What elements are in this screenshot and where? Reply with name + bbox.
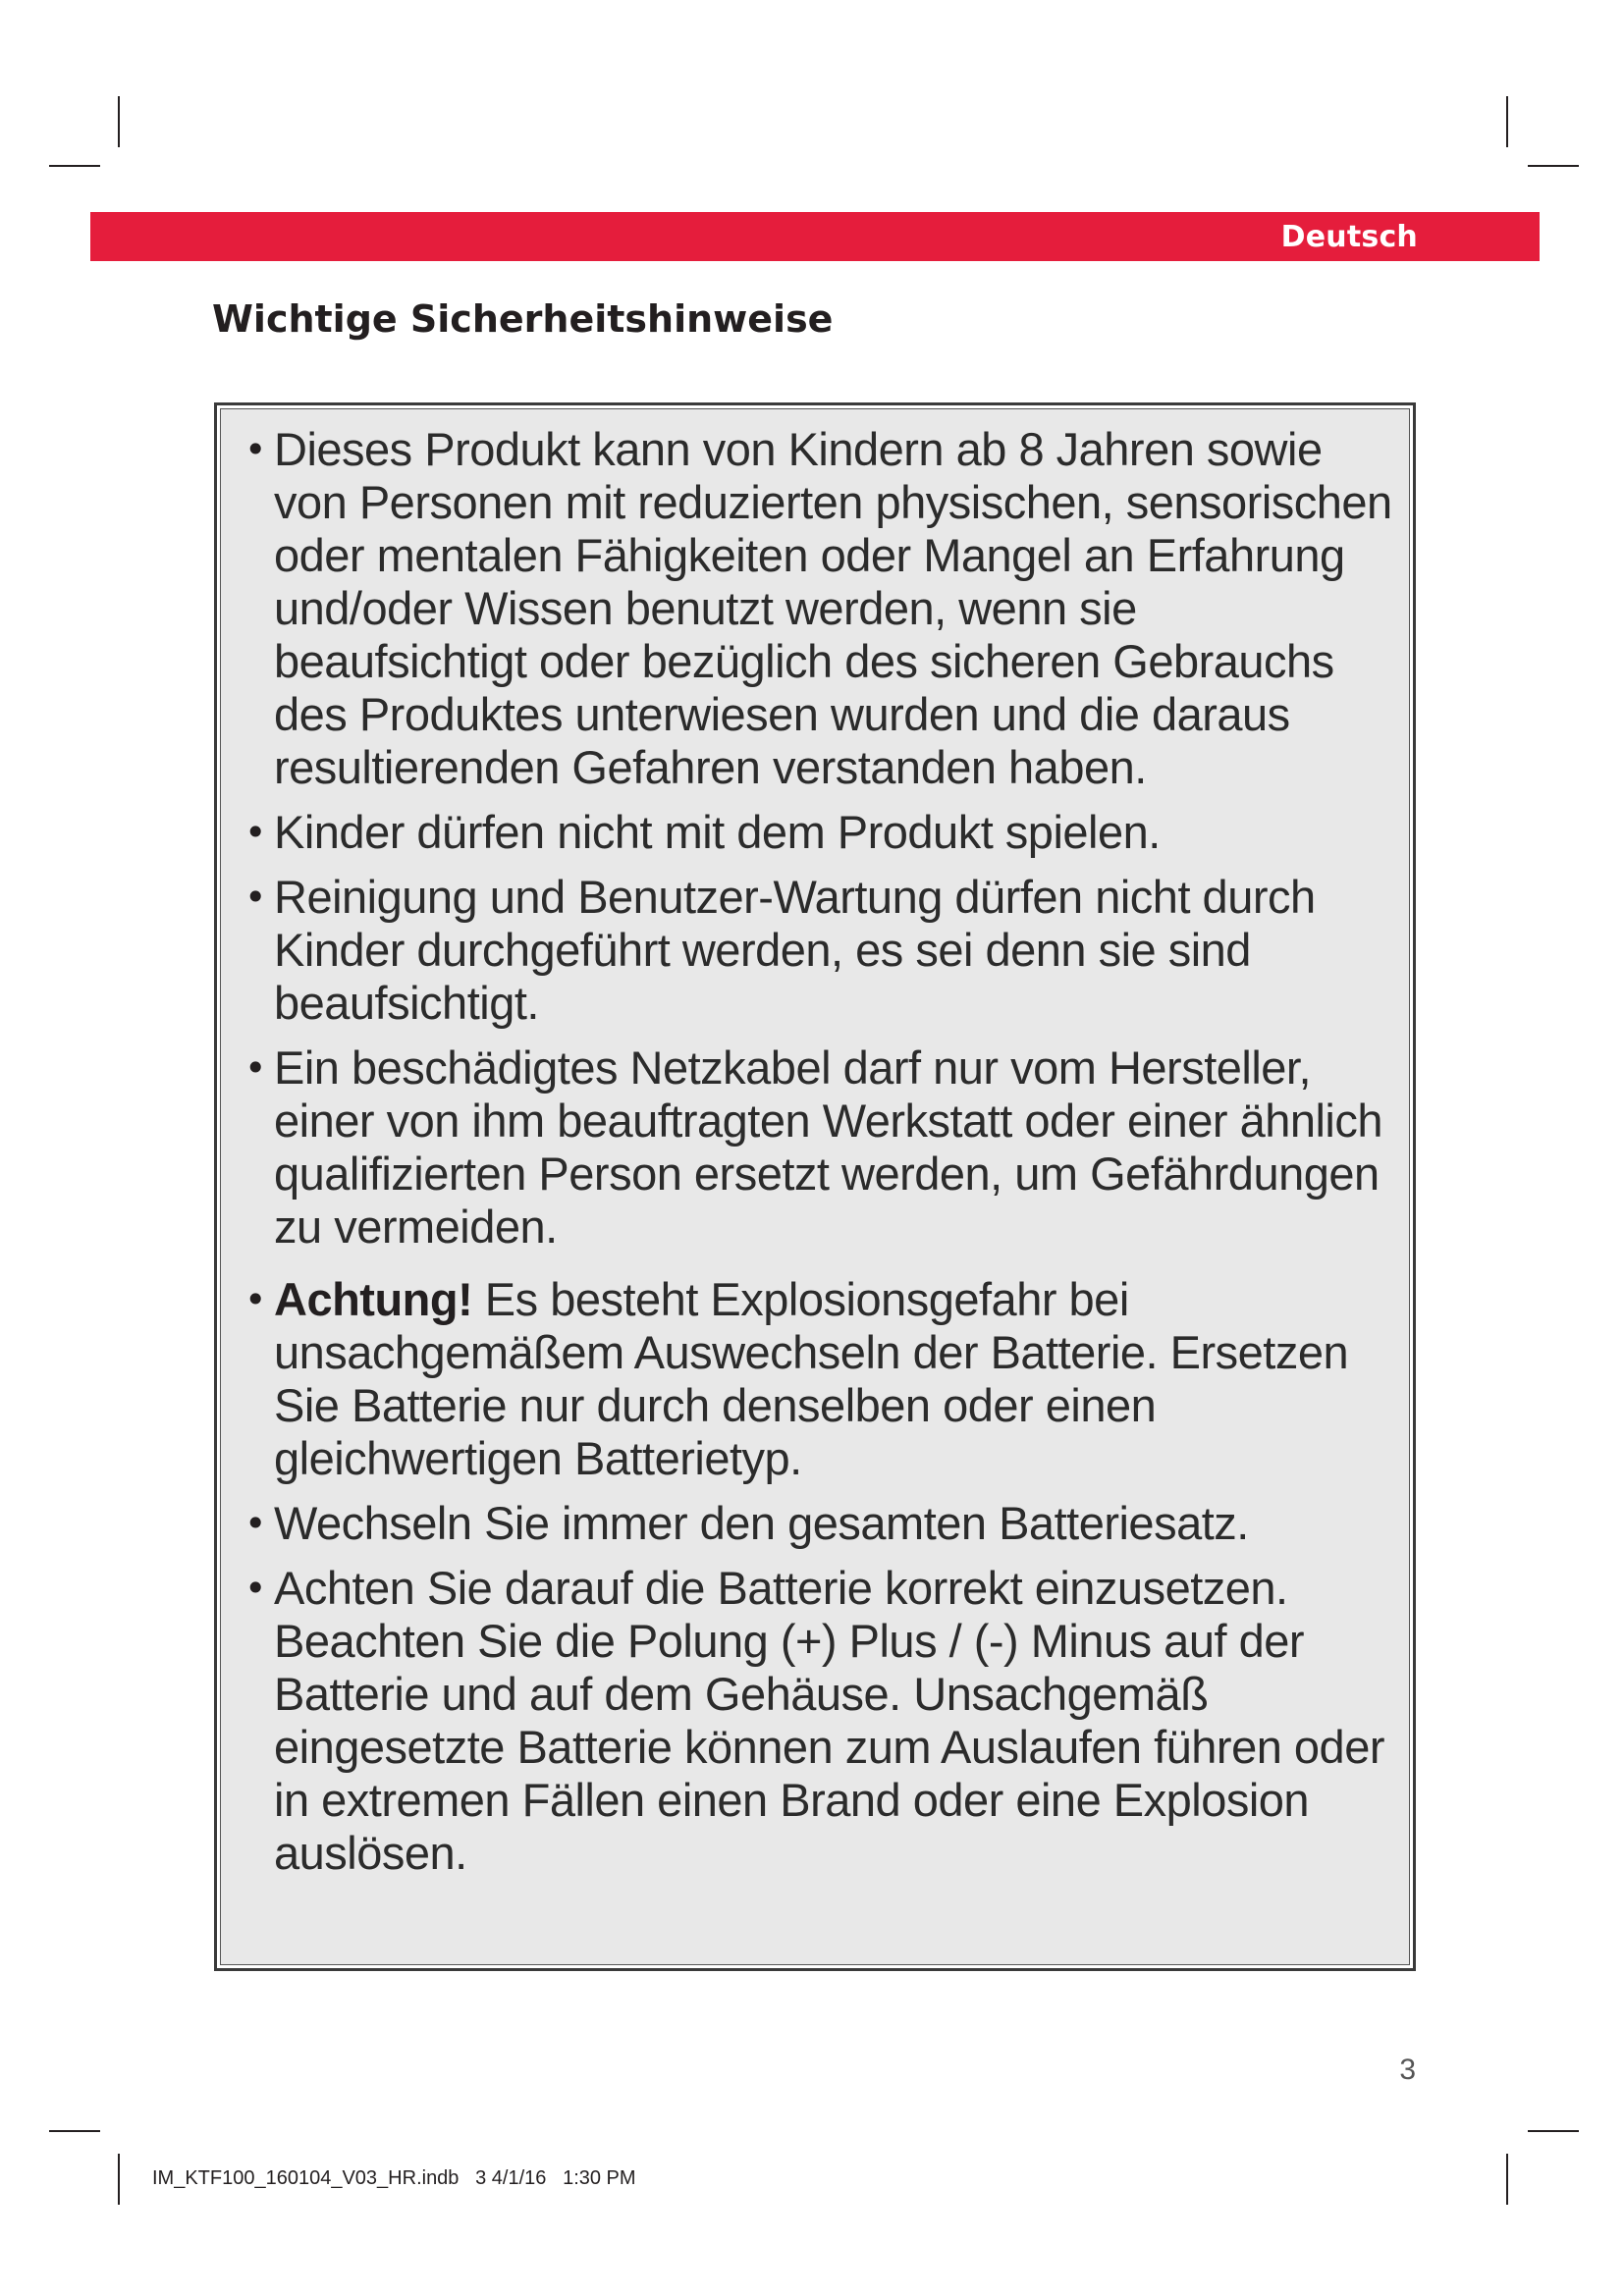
crop-mark-top-left-vertical xyxy=(118,96,120,147)
notice-text: Wechseln Sie immer den gesamten Batteriesatz. xyxy=(274,1497,1249,1549)
bullet-icon: • xyxy=(244,1567,266,1610)
crop-mark-top-right-horizontal xyxy=(1528,165,1579,167)
notice-text: Dieses Produkt kann von Kindern ab 8 Jahren sowie von Personen mit reduzierten physischen, sensorischen oder mentalen Fähigkeiten oder Mangel an Erfahrung und/oder Wissen benutzt werden, wenn sie beaufsichtigt oder bezüglich des sicheren Gebrauchs des Produktes unterwiesen wurden und die daraus resultierenden Gefahren verstanden haben. xyxy=(274,423,1392,793)
slug-file: IM_KTF100_160104_V03_HR.indb xyxy=(152,2167,460,2189)
crop-mark-bottom-left-vertical xyxy=(118,2154,120,2205)
crop-mark-bottom-right-horizontal xyxy=(1528,2130,1579,2132)
safety-notice-item xyxy=(244,1497,1399,1550)
language-label: Deutsch xyxy=(1280,220,1418,254)
slug-date: 4/1/16 xyxy=(491,2167,547,2189)
crop-mark-top-left-horizontal xyxy=(49,165,100,167)
safety-notice-item xyxy=(244,1041,1399,1254)
slug-time: 1:30 PM xyxy=(563,2167,636,2189)
crop-mark-top-right-vertical xyxy=(1506,96,1508,147)
safety-notice-box xyxy=(214,402,1416,1971)
slug-page: 3 xyxy=(475,2167,487,2189)
language-header-bar xyxy=(90,212,1540,261)
bullet-icon: • xyxy=(244,876,266,919)
bullet-icon: • xyxy=(244,1278,266,1321)
warning-label: Achtung! xyxy=(274,1273,473,1325)
safety-notice-box-inner xyxy=(220,408,1410,1965)
notice-text: Achten Sie darauf die Batterie korrekt einzusetzen. Beachten Sie die Polung (+) Plus / (-) Minus auf der Batterie und auf dem Gehäuse. Unsachgemäß eingesetzte Batterie können zum Auslaufen führen oder in extremen Fällen einen Brand oder eine Explosion auslösen. xyxy=(274,1562,1384,1879)
page-number: 3 xyxy=(1399,2054,1416,2086)
bullet-icon: • xyxy=(244,1046,266,1090)
safety-notice-item xyxy=(244,806,1399,859)
safety-notice-item xyxy=(244,871,1399,1030)
notice-text: Ein beschädigtes Netzkabel darf nur vom Hersteller, einer von ihm beauftragten Werkstatt oder einer ähnlich qualifizierten Person ersetzt werden, um Gefährdungen zu vermeiden. xyxy=(274,1041,1383,1253)
bullet-icon: • xyxy=(244,811,266,854)
bullet-icon: • xyxy=(244,428,266,471)
notice-text: Reinigung und Benutzer-Wartung dürfen nicht durch Kinder durchgeführt werden, es sei denn sie sind beaufsichtigt. xyxy=(274,871,1316,1029)
safety-notice-item-warning xyxy=(244,1273,1399,1485)
print-slug xyxy=(152,2167,636,2190)
safety-notice-item xyxy=(244,1562,1399,1880)
safety-notice-item xyxy=(244,423,1399,794)
bullet-icon: • xyxy=(244,1502,266,1545)
notice-text: Es besteht Explosionsgefahr bei unsachgemäßem Auswechseln der Batterie. Ersetzen Sie Batterie nur durch denselben oder einen gleichwertigen Batterietyp. xyxy=(274,1273,1349,1484)
safety-notice-list xyxy=(244,423,1399,1880)
notice-text: Kinder dürfen nicht mit dem Produkt spielen. xyxy=(274,806,1161,858)
page-title: Wichtige Sicherheitshinweise xyxy=(212,297,834,341)
crop-mark-bottom-right-vertical xyxy=(1506,2154,1508,2205)
crop-mark-bottom-left-horizontal xyxy=(49,2130,100,2132)
